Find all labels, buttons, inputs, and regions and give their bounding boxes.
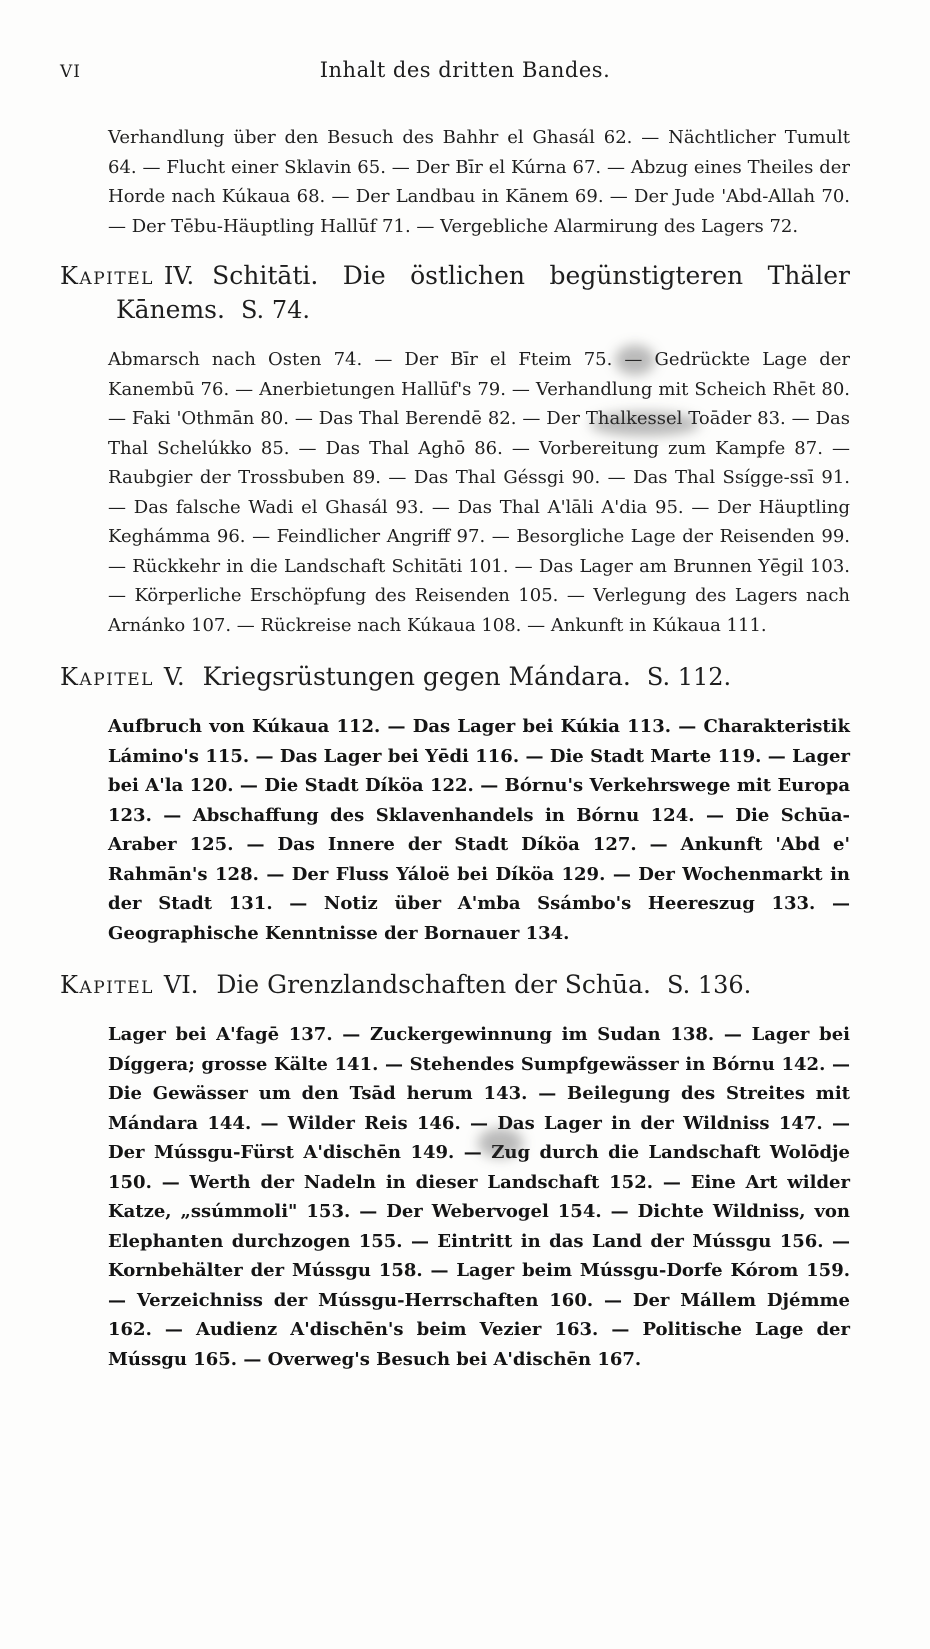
chapter-label: Kapitel [60, 663, 154, 691]
chapter-page: S. 74. [240, 296, 310, 324]
chapter-label: Kapitel [60, 262, 154, 290]
chapter-page: S. 112. [646, 663, 732, 691]
running-head: Inhalt des dritten Bandes. [319, 58, 611, 82]
chapter-heading [60, 259, 850, 327]
page-number: VI [60, 62, 81, 82]
chapter-summary: Lager bei A'fagē 137. — Zuckergewinnung im Sudan 138. — Lager bei Díggera; grosse Kälte 141. — Stehendes Sumpfgewässer in Bórnu 142. — Die Gewässer um den Tsād herum 143. — Beilegung des Streites mit Mándara 144. — Wilder Reis 146. — Das Lager in der Wildniss 147. — Der Mússgu-Fürst A'dischēn 149. — Zug durch die Landschaft Wolōdje 150. — Werth der Nadeln in dieser Landschaft 152. — Eine Art wilder Katze, „ssúmmoli" 153. — Der Webervogel 154. — Dichte Wildniss, von Elephanten durchzogen 155. — Eintritt in das Land der Mússgu 156. — Kornbehälter der Mússgu 158. — Lager beim Mússgu-Dorfe Kórom 159. — Verzeichniss der Mússgu-Herrschaften 160. — Der Mállem Djémme 162. — Audienz A'dischēn's beim Vezier 163. — Politische Lage der Mússgu 165. — Overweg's Besuch bei A'dischēn 167. [108, 1024, 850, 1370]
ink-smudge [478, 1128, 523, 1158]
chapter-number: IV. [163, 262, 195, 290]
chapter-summary: Abmarsch nach Osten 74. — Der Bīr el Fteim 75. — Gedrückte Lage der Kanembū 76. — Anerbietungen Hallūf's 79. — Verhandlung mit Scheich Rhēt 80. — Faki 'Othmān 80. — Das Thal Berendē 82. — Der Thalkessel Toāder 83. — Das Thal Schelúkko 85. — Das Thal Aghō 86. — Vorbereitung zum Kampfe 87. — Raubgier der Trossbuben 89. — Das Thal Géssgi 90. — Das Thal Ssígge-ssī 91. — Das falsche Wadi el Ghasál 93. — Das Thal A'lāli A'dia 95. — Der Häuptling Keghámma 96. — Feindlicher Angriff 97. — Besorgliche Lage der Reisenden 99. — Rückkehr in die Landschaft Schitāti 101. — Das Lager am Brunnen Yēgil 103. — Körperliche Erschöpfung des Reisenden 105. — Verlegung des Lagers nach Arnánko 107. — Rückreise nach Kúkaua 108. — Ankunft in Kúkaua 111. [108, 349, 850, 636]
chapter-number: V. [163, 663, 185, 691]
chapter-entry-iv [60, 259, 850, 640]
chapter-label: Kapitel [60, 971, 154, 999]
chapter-number: VI. [163, 971, 199, 999]
chapter-entry-v [60, 660, 850, 948]
chapter-summary: Aufbruch von Kúkaua 112. — Das Lager bei Kúkia 113. — Charakteristik Lámino's 115. — Das Lager bei Yēdi 116. — Die Stadt Marte 119. — Lager bei A'la 120. — Die Stadt Díköa 122. — Bórnu's Verkehrswege mit Europa 123. — Abschaffung des Sklavenhandels in Bórnu 124. — Die Schūa-Araber 125. — Das Innere der Stadt Díköa 127. — Ankunft 'Abd e' Rahmān's 128. — Der Fluss Yáloë bei Díköa 129. — Der Wochenmarkt in der Stadt 131. — Notiz über A'mba Ssámbo's Heereszug 133. — Geographische Kenntnisse der Bornauer 134. [108, 716, 850, 944]
chapter-title: Schitāti. Die östlichen begünstigteren Thäler Kānems. [116, 261, 850, 324]
chapter-continuation-text: Verhandlung über den Besuch des Bahhr el Ghasál 62. — Nächtlicher Tumult 64. — Flucht einer Sklavin 65. — Der Bīr el Kúrna 67. — Abzug eines Theiles der Horde nach Kúkaua 68. — Der Landbau in Kānem 69. — Der Jude 'Abd-Allah 70. — Der Tēbu-Häuptling Hallūf 71. — Vergebliche Alarmirung des Lagers 72. [108, 127, 850, 237]
chapter-heading [60, 660, 850, 694]
chapter-title: Die Grenzlandschaften der Schūa. [216, 970, 651, 999]
ink-smudge [590, 412, 700, 436]
chapter-entry-vi [60, 968, 850, 1374]
chapter-title: Kriegsrüstungen gegen Mándara. [202, 662, 631, 691]
table-of-contents [60, 105, 850, 1394]
chapter-heading [60, 968, 850, 1002]
ink-smudge [615, 345, 655, 375]
page-header [60, 58, 870, 88]
chapter-page: S. 136. [667, 971, 752, 999]
